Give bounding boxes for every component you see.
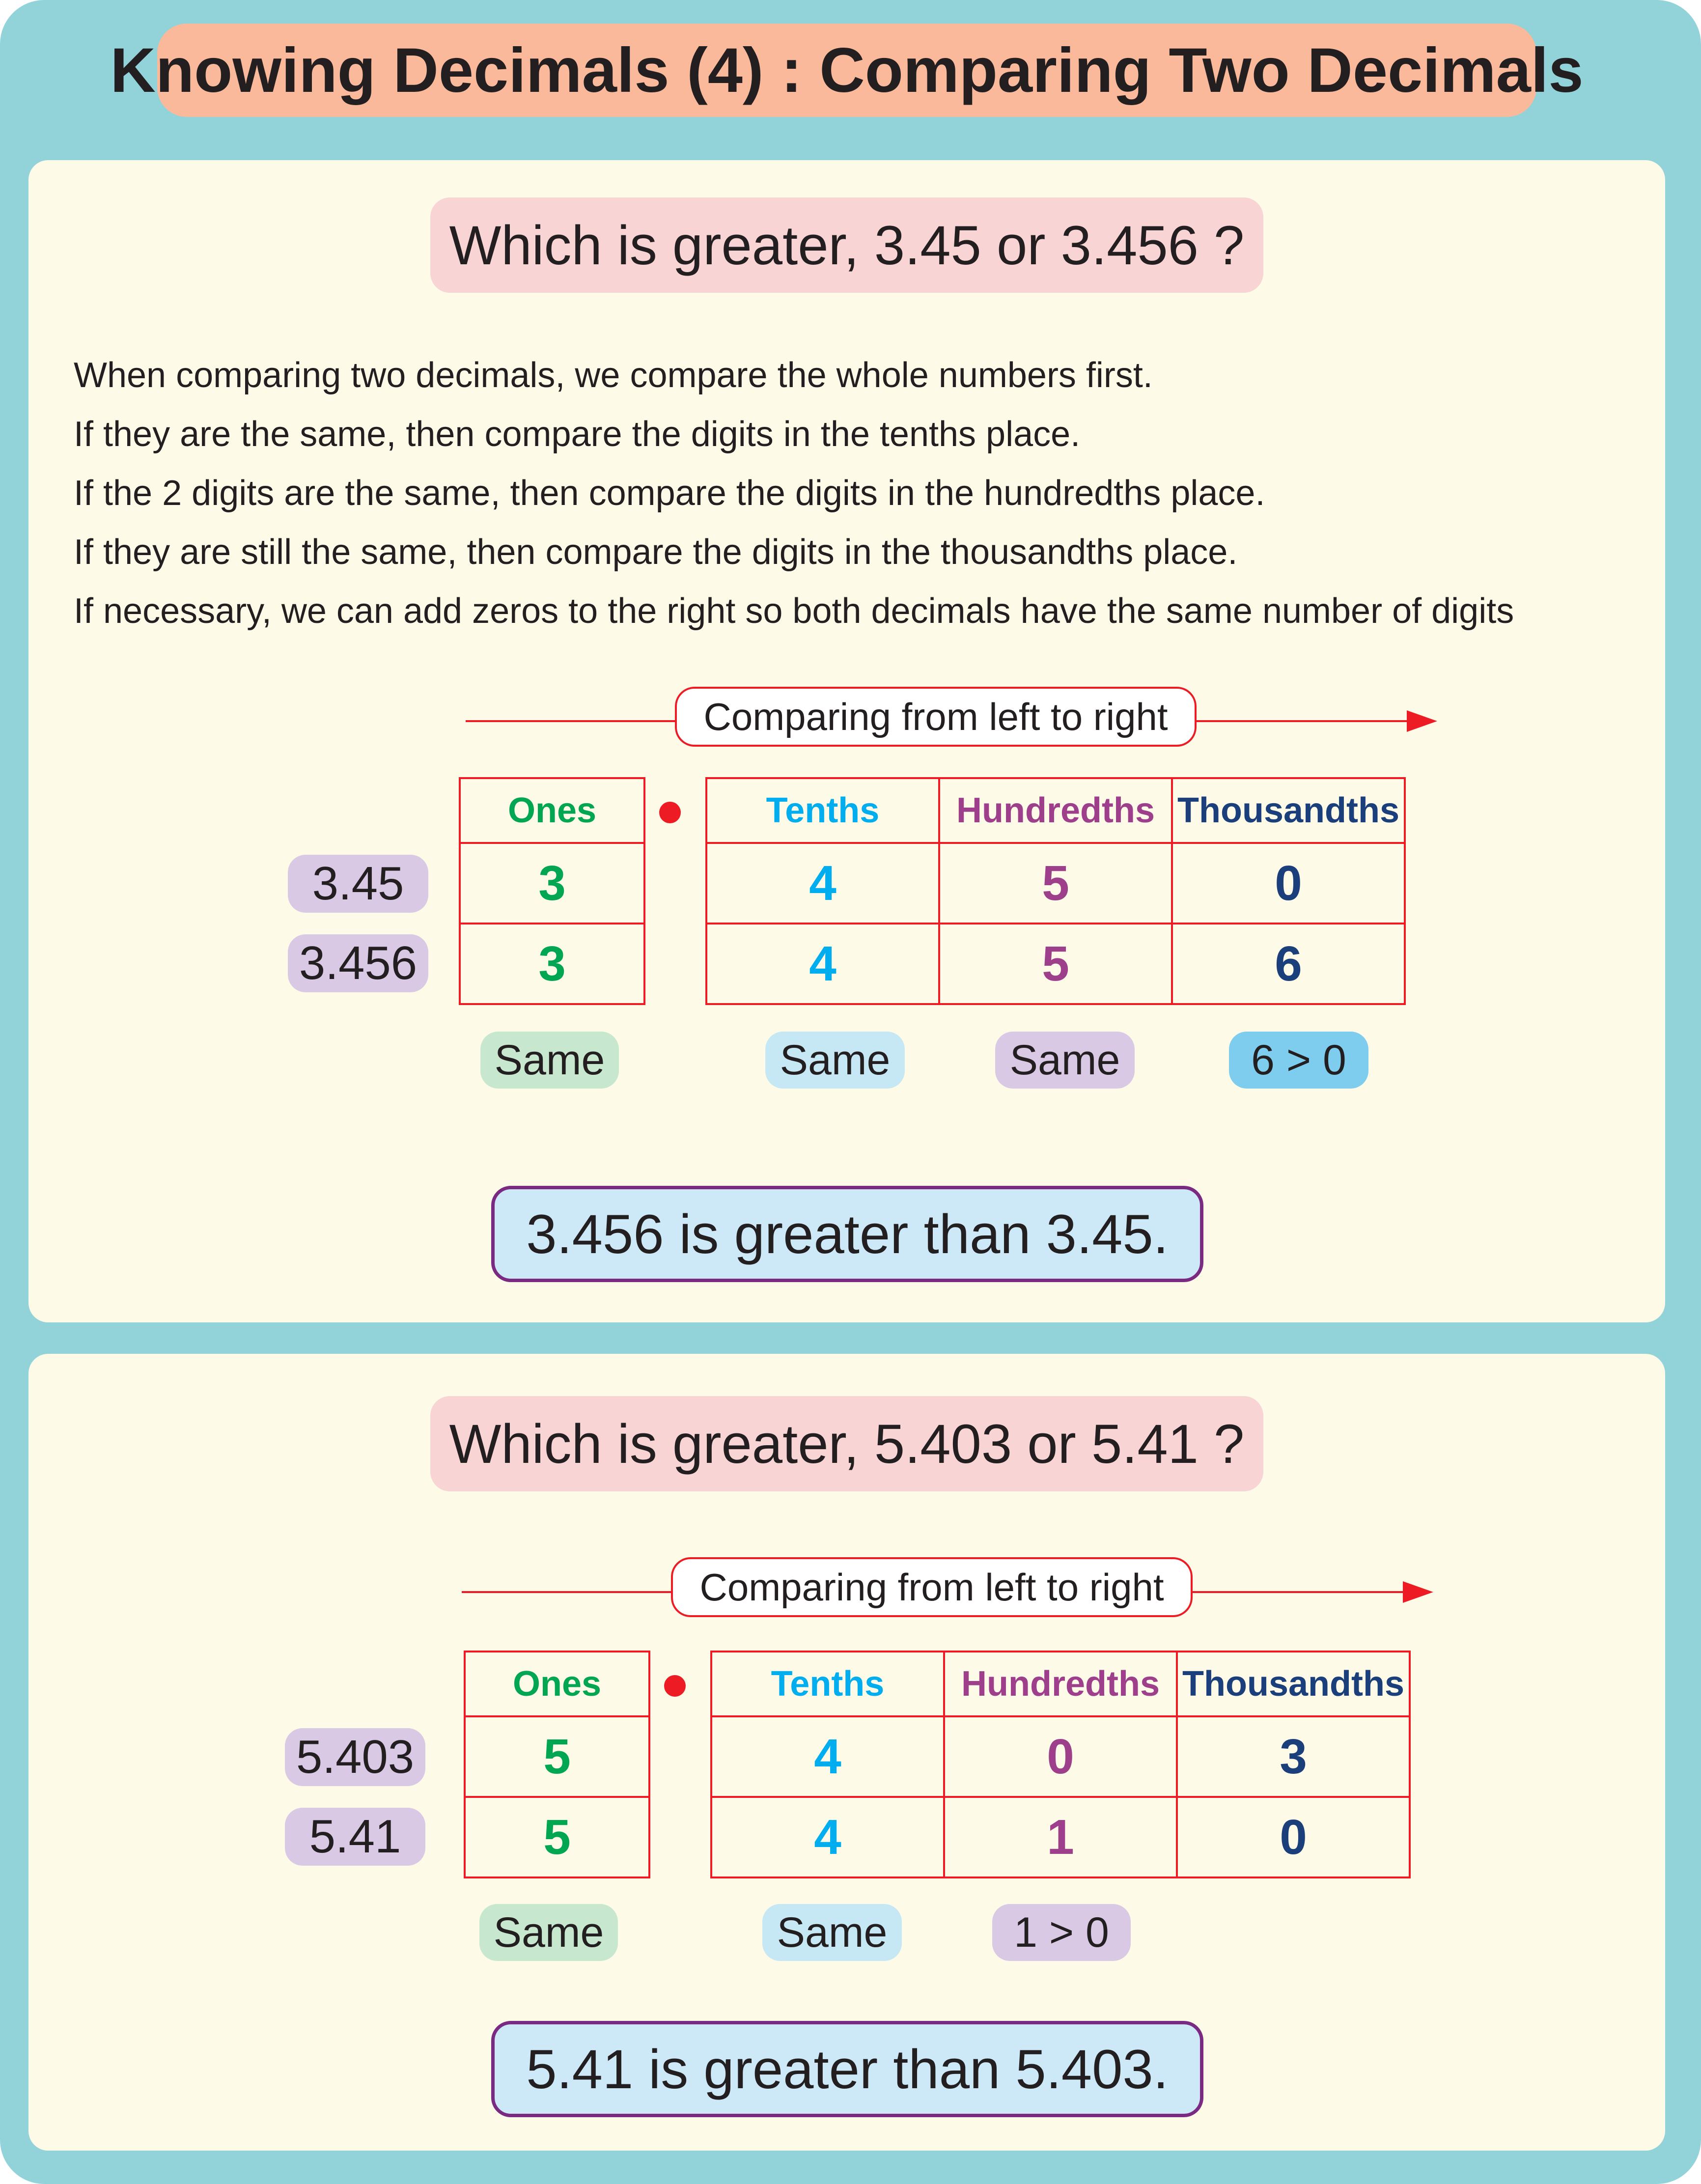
row-label: 5.41 bbox=[285, 1808, 425, 1866]
header-hundredths: Hundredths bbox=[944, 1652, 1177, 1716]
direction-label: Comparing from left to right bbox=[675, 687, 1197, 747]
example-panel-2 bbox=[28, 1354, 1665, 2151]
decimal-places-table bbox=[710, 1651, 1411, 1878]
arrow-right-icon bbox=[1403, 1581, 1433, 1603]
digit-cell: 5 bbox=[939, 924, 1172, 1004]
direction-label: Comparing from left to right bbox=[671, 1557, 1193, 1617]
intro-line: If they are still the same, then compare the digits in the thousandths place. bbox=[74, 532, 1238, 572]
decimal-point-dot bbox=[664, 1675, 686, 1697]
digit-cell: 3 bbox=[460, 843, 644, 924]
header-thousandths: Thousandths bbox=[1177, 1652, 1410, 1716]
result-ones: Same bbox=[480, 1032, 619, 1089]
digit-cell: 5 bbox=[939, 843, 1172, 924]
header-ones: Ones bbox=[465, 1652, 649, 1716]
result-hundredths: 1 > 0 bbox=[992, 1904, 1131, 1961]
intro-line: If the 2 digits are the same, then compare the digits in the hundredths place. bbox=[74, 474, 1265, 513]
digit-cell: 5 bbox=[465, 1716, 649, 1797]
intro-text bbox=[74, 346, 1645, 641]
header-ones: Ones bbox=[460, 778, 644, 843]
row-label: 5.403 bbox=[285, 1728, 425, 1786]
row-label: 3.456 bbox=[288, 934, 428, 992]
question-1: Which is greater, 3.45 or 3.456 ? bbox=[430, 197, 1263, 293]
row-label: 3.45 bbox=[288, 855, 428, 913]
digit-cell: 6 bbox=[1172, 924, 1405, 1004]
header-tenths: Tenths bbox=[706, 778, 939, 843]
conclusion-2: 5.41 is greater than 5.403. bbox=[491, 2021, 1203, 2117]
digit-cell: 3 bbox=[460, 924, 644, 1004]
intro-line: If necessary, we can add zeros to the right so both decimals have the same number of digits bbox=[74, 591, 1514, 631]
digit-cell: 3 bbox=[1177, 1716, 1410, 1797]
digit-cell: 4 bbox=[706, 843, 939, 924]
header-thousandths: Thousandths bbox=[1172, 778, 1405, 843]
question-2: Which is greater, 5.403 or 5.41 ? bbox=[430, 1396, 1263, 1491]
ones-table bbox=[464, 1651, 650, 1878]
arrow-right-icon bbox=[1407, 710, 1437, 732]
result-tenths: Same bbox=[762, 1904, 902, 1961]
conclusion-1: 3.456 is greater than 3.45. bbox=[491, 1186, 1203, 1282]
intro-line: If they are the same, then compare the digits in the tenths place. bbox=[74, 415, 1081, 454]
digit-cell: 0 bbox=[944, 1716, 1177, 1797]
page-title: Knowing Decimals (4) : Comparing Two Decimals bbox=[157, 24, 1536, 117]
ones-table bbox=[459, 777, 645, 1005]
digit-cell: 5 bbox=[465, 1797, 649, 1877]
digit-cell: 0 bbox=[1177, 1797, 1410, 1877]
result-ones: Same bbox=[479, 1904, 618, 1961]
digit-cell: 4 bbox=[711, 1797, 944, 1877]
result-thousandths: 6 > 0 bbox=[1229, 1032, 1368, 1089]
header-hundredths: Hundredths bbox=[939, 778, 1172, 843]
digit-cell: 4 bbox=[706, 924, 939, 1004]
decimal-places-table bbox=[705, 777, 1406, 1005]
digit-cell: 0 bbox=[1172, 843, 1405, 924]
decimal-point-dot bbox=[659, 802, 681, 823]
result-hundredths: Same bbox=[995, 1032, 1135, 1089]
intro-line: When comparing two decimals, we compare the whole numbers first. bbox=[74, 356, 1153, 395]
example-panel-1 bbox=[28, 160, 1665, 1322]
header-tenths: Tenths bbox=[711, 1652, 944, 1716]
digit-cell: 1 bbox=[944, 1797, 1177, 1877]
result-tenths: Same bbox=[765, 1032, 905, 1089]
digit-cell: 4 bbox=[711, 1716, 944, 1797]
